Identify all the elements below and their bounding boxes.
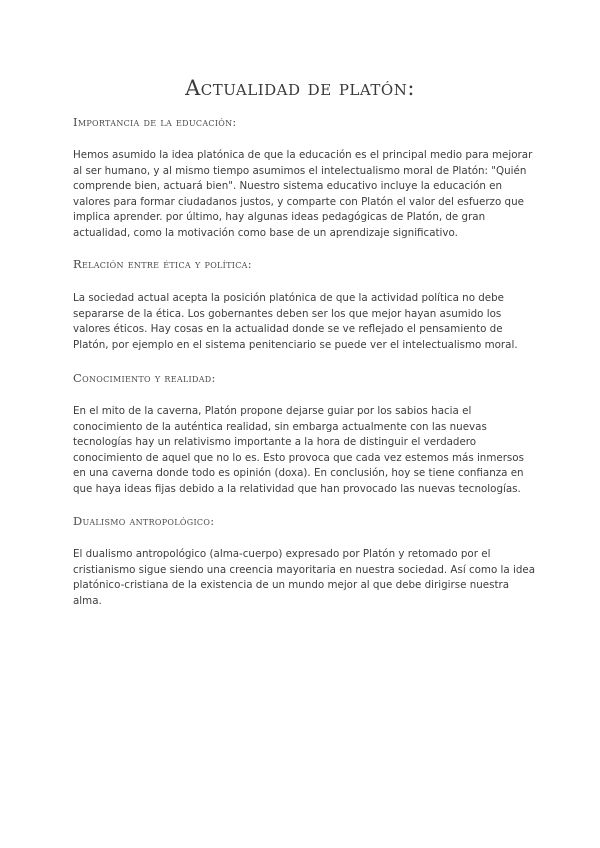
section-body-educacion: Hemos asumido la idea platónica de que la educación es el principal medio para mejorar al ser humano, y al mismo tiempo asumimos el intelectualismo moral de Platón: "Quién comprende bien, actuará bien". Nuestro sistema educativo incluye la educación en valores para formar ciudadanos justos, y comparte con Platón el valor del esfuerzo que implica aprender. por último, hay algunas ideas pedagógicas de Platón, de gran actualidad, como la motivación como base de un aprendizaje significativo.	[73, 149, 533, 239]
section-body-etica-politica: La sociedad actual acepta la posición platónica de que la actividad política no debe separarse de la ética. Los gobernantes deben ser los que mejor hayan asumido los valores éticos. Hay cosas en la actualidad donde se ve reflejado el pensamiento de Platón, por ejemplo en el sistema penitenciario se puede ver el intelectualismo moral.	[73, 292, 518, 351]
section-heading-etica-politica: Relación entre ética y política:	[73, 257, 252, 271]
section-heading-dualismo: Dualismo antropológico:	[73, 514, 215, 528]
document-title: Actualidad de platón:	[185, 76, 415, 100]
section-body-dualismo: El dualismo antropológico (alma-cuerpo) expresado por Platón y retomado por el cristianismo sigue siendo una creencia mayoritaria en nuestra sociedad. Así como la idea platónico-cristiana de la existencia de un mundo mejor al que debe dirigirse nuestra alma.	[73, 548, 536, 607]
section-body-conocimiento: En el mito de la caverna, Platón propone dejarse guiar por los sabios hacia el conocimiento de la auténtica realidad, sin embarga actualmente con las nuevas tecnologías hay un relativismo importante a la hora de distinguir el verdadero conocimiento de aquel que no lo es. Esto provoca que cada vez estemos más inmersos en una caverna donde todo es opinión (doxa). En conclusión, hoy se tiene confianza en que haya ideas fijas debido a la relatividad que han provocado las nuevas tecnologías.	[73, 405, 524, 495]
section-heading-educacion: Importancia de la educación:	[73, 115, 237, 129]
section-heading-conocimiento: Conocimiento y realidad:	[73, 371, 216, 385]
